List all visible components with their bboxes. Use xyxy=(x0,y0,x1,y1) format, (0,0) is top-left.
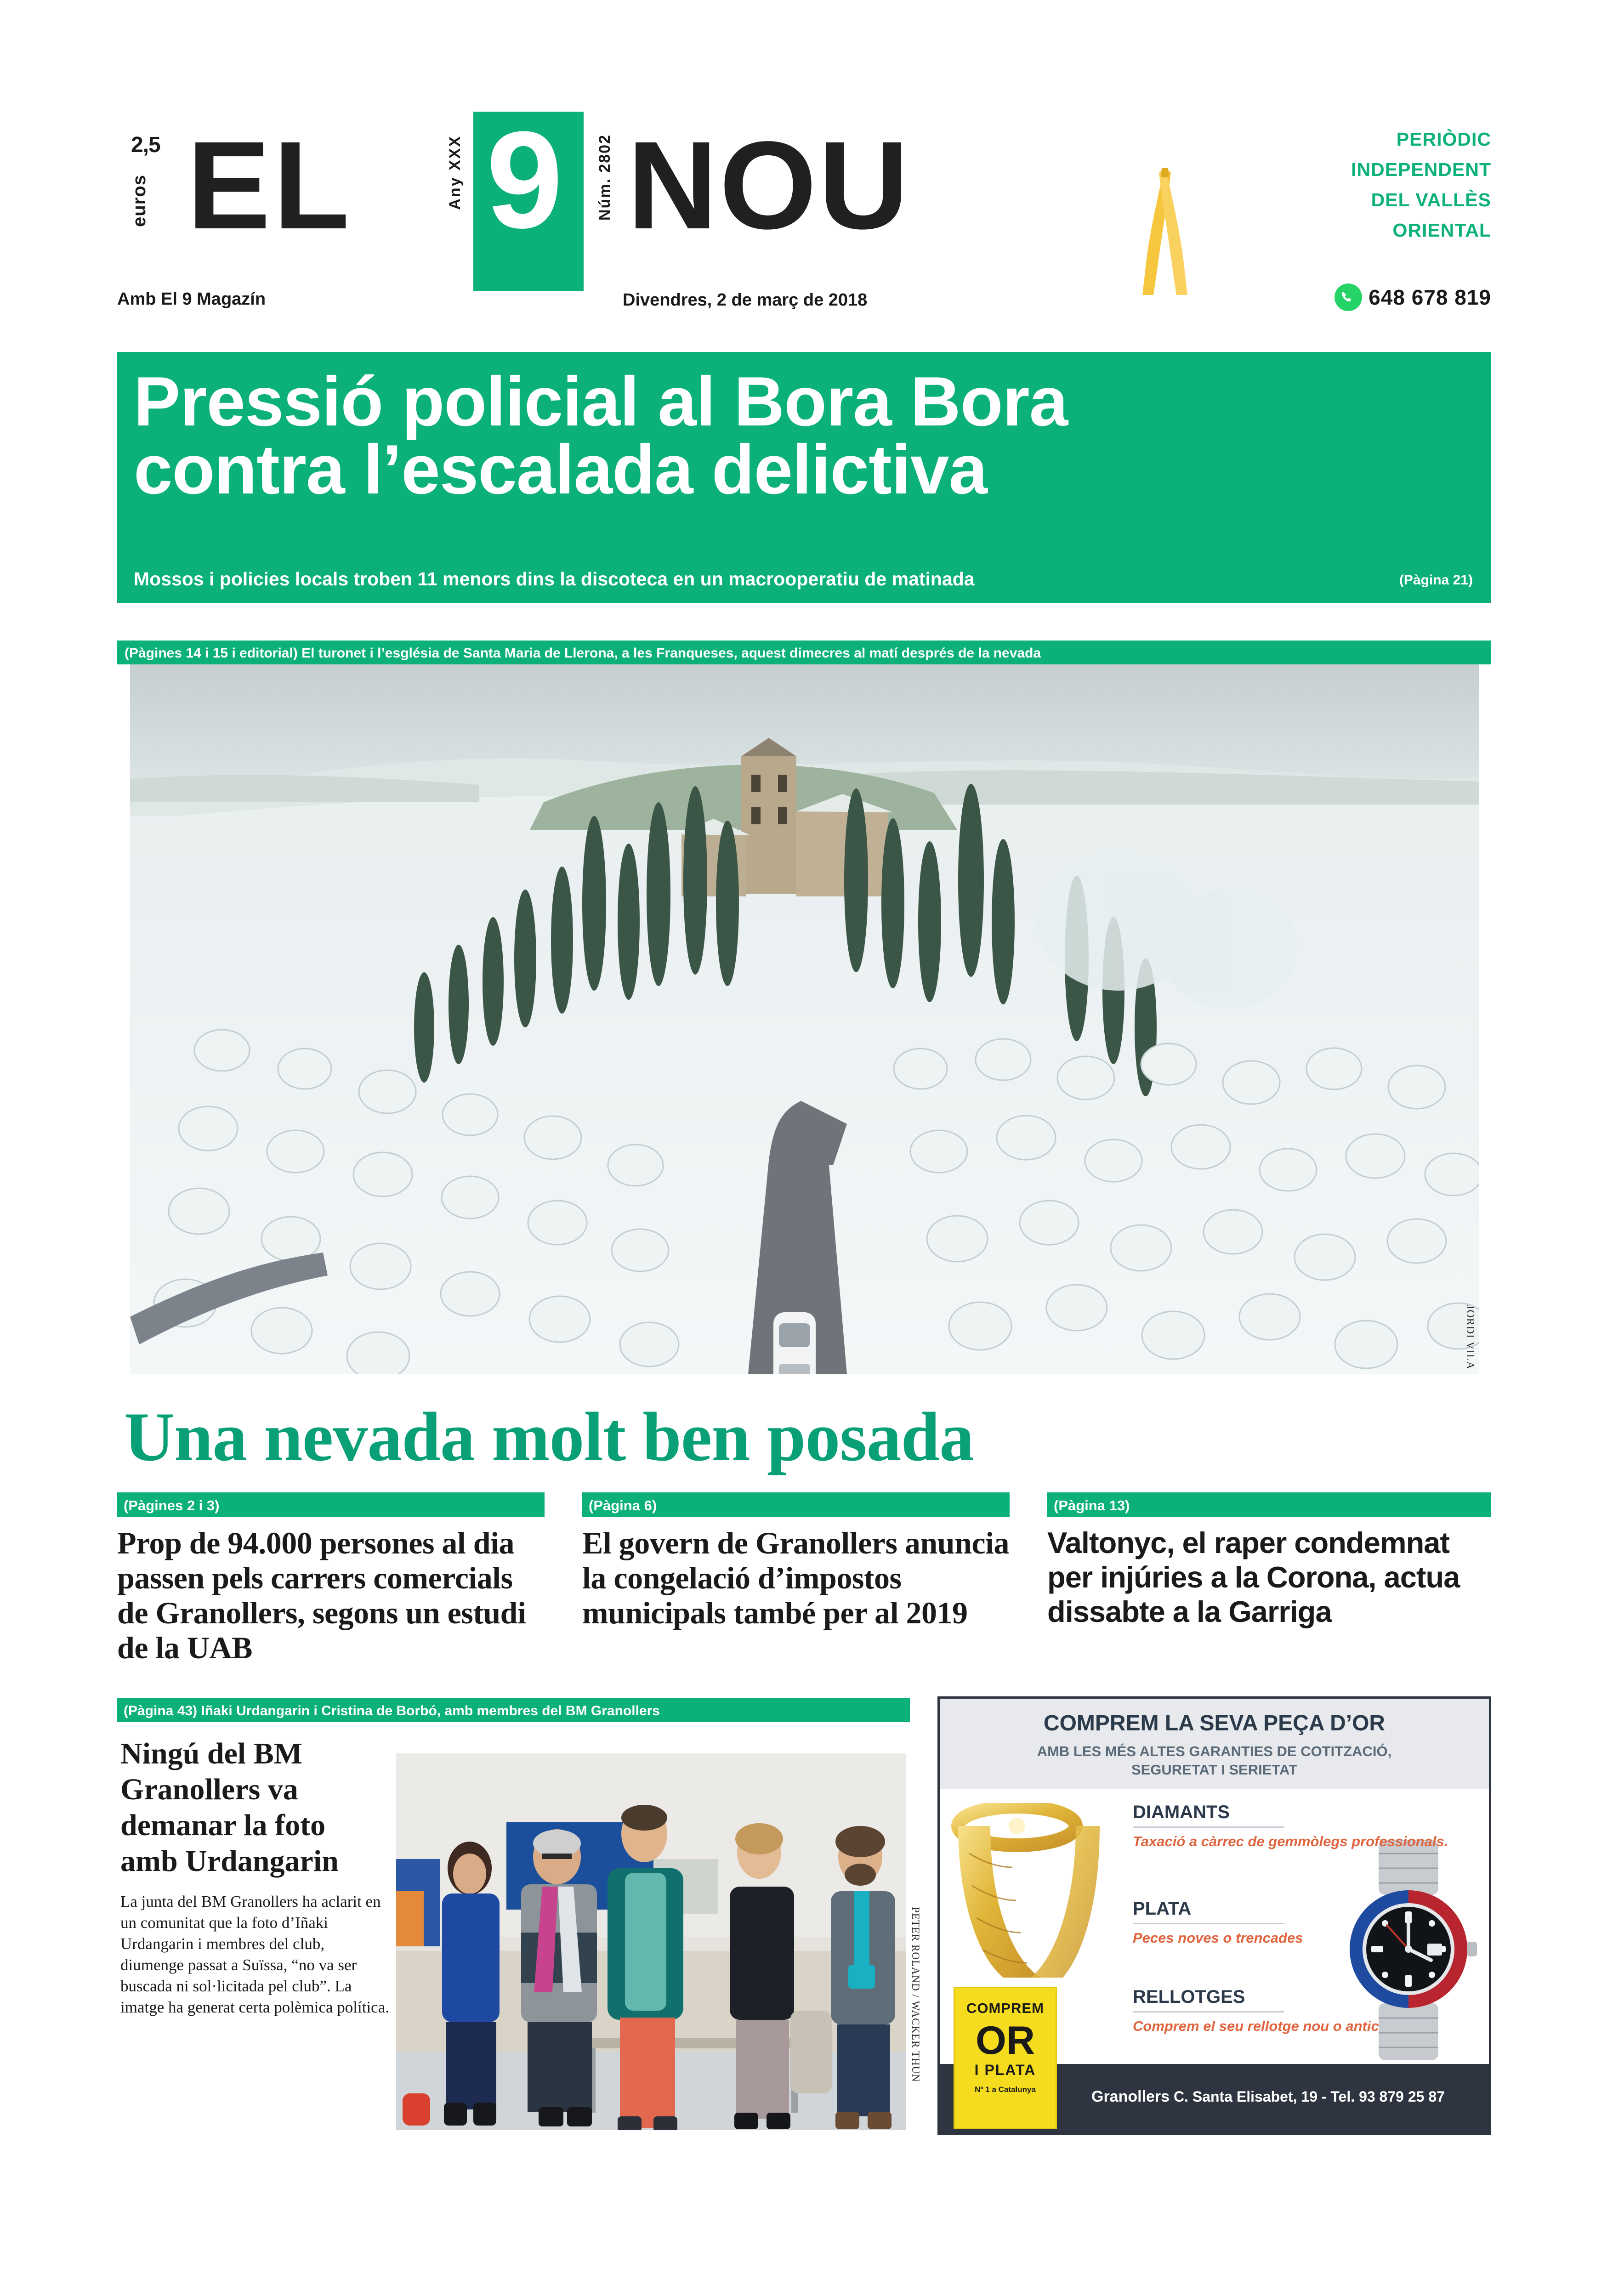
teaser-column-2[interactable] xyxy=(582,1492,1010,1630)
ad-header xyxy=(940,1699,1489,1789)
ad-item-heading-1: PLATA xyxy=(1133,1899,1284,1924)
bottom-photo-credit: PETER ROLAND / WACKER THUN xyxy=(910,1907,921,2082)
main-photo-caption: (Pàgines 14 i 15 i editorial) El turonet i l’església de Santa Maria de Llerona, a les Franqueses, aquest dimecres al matí després de la nevada xyxy=(117,641,1491,664)
logo-word-nou: NOU xyxy=(627,115,911,255)
issue-year-label: Any XXX xyxy=(446,135,464,210)
price-value: 2,5 xyxy=(131,133,160,157)
teaser-column-1[interactable] xyxy=(117,1492,545,1665)
tagline-line-4: ORIENTAL xyxy=(1392,220,1491,241)
tagline-block xyxy=(1351,124,1491,245)
ad-logo-line-1: COMPREM xyxy=(966,2000,1044,2016)
teaser-tag-1: (Pàgines 2 i 3) xyxy=(117,1492,545,1517)
ad-item-text-0: Taxació a càrrec de gemmòlegs professionals. xyxy=(1133,1833,1448,1849)
main-photo-credit: JORDI VILA xyxy=(1464,1305,1476,1370)
ad-footer-address: C. Santa Elisabet, 19 - Tel. 93 879 25 87 xyxy=(1170,2088,1445,2105)
teaser-headline-2: El govern de Granollers anuncia la congelació d’impostos municipals també per al 2019 xyxy=(582,1525,1009,1630)
ad-footer-contact xyxy=(1091,2088,1445,2106)
yellow-ribbon-icon xyxy=(1135,165,1195,299)
ad-item-rellotges xyxy=(1133,1987,1379,2035)
ad-subtitle xyxy=(940,1742,1489,1779)
ad-item-heading-2: RELLOTGES xyxy=(1133,1987,1284,2013)
whatsapp-icon xyxy=(1334,283,1363,312)
ad-subtitle-line-1: AMB LES MÉS ALTES GARANTIES DE COTITZACIÓ, xyxy=(1037,1743,1392,1759)
ad-title: COMPREM LA SEVA PEÇA D’OR xyxy=(1043,1711,1386,1735)
bottom-story-photo xyxy=(396,1753,906,2130)
ad-brand-logo xyxy=(954,1987,1057,2129)
teaser-headline-3: Valtonyc, el raper condemnat per injúries a la Corona, actua dissabte a la Garriga xyxy=(1047,1526,1460,1628)
feature-headline[interactable]: Una nevada molt ben posada xyxy=(124,1398,974,1475)
bottom-story-headline: Ningú del BM Granollers va demanar la foto amb Urdangarin xyxy=(120,1737,339,1878)
lead-headline-line-1: Pressió policial al Bora Bora xyxy=(134,363,1068,441)
teaser-tag-3: (Pàgina 13) xyxy=(1047,1492,1491,1517)
gold-bracelet-image xyxy=(948,1803,1113,1987)
tagline-line-2: INDEPENDENT xyxy=(1351,159,1491,180)
ad-item-plata xyxy=(1133,1899,1303,1947)
logo-nine-digit: 9 xyxy=(486,102,563,257)
bottom-story-body: La junta del BM Granollers ha aclarit en un comunitat que la foto d’Iñaki Urdangarin i membres del club, diumenge passat a Suïssa, “no va ser buscada ni sol·licitada pel club”. La imatge ha generat certa polèmica política. xyxy=(120,1893,389,2016)
ad-item-heading-0: DIAMANTS xyxy=(1133,1802,1284,1828)
ad-footer-city: Granollers xyxy=(1091,2088,1170,2105)
logo-nine-badge xyxy=(473,102,584,291)
lead-story-banner[interactable] xyxy=(117,352,1491,603)
ad-item-text-2: Comprem el seu rellotge nou o antic xyxy=(1133,2018,1379,2034)
issue-number-label: Núm. 2802 xyxy=(596,134,613,221)
advertisement[interactable] xyxy=(937,1696,1491,2135)
lead-page-reference: (Pàgina 21) xyxy=(1399,573,1473,588)
main-photo xyxy=(130,664,1479,1374)
teaser-column-3[interactable] xyxy=(1047,1492,1491,1629)
logo-word-el: EL xyxy=(187,115,352,255)
whatsapp-number: 648 678 819 xyxy=(1369,285,1491,309)
teaser-headline-1: Prop de 94.000 persones al dia passen pels carrers comercials de Granollers, segons un estudi de la UAB xyxy=(117,1525,526,1665)
masthead xyxy=(117,102,1491,326)
ad-item-diamants xyxy=(1133,1802,1448,1851)
lead-subheadline: Mossos i policies locals troben 11 menors dins la discoteca en un macrooperatiu de matinada xyxy=(134,568,975,590)
issue-date: Divendres, 2 de març de 2018 xyxy=(623,290,868,310)
ad-logo-line-2: OR xyxy=(976,2018,1035,2063)
bottom-story-text[interactable] xyxy=(120,1736,389,2018)
price-currency-label: euros xyxy=(129,175,149,227)
tagline-line-3: DEL VALLÈS xyxy=(1371,189,1491,210)
ad-item-text-1: Peces noves o trencades xyxy=(1133,1930,1303,1946)
supplement-label: Amb El 9 Magazín xyxy=(117,289,266,309)
lead-headline-line-2: contra l’escalada delictiva xyxy=(134,431,988,509)
ad-logo-line-3: I PLATA xyxy=(974,2062,1036,2078)
ad-subtitle-line-2: SEGURETAT I SERIETAT xyxy=(1131,1762,1298,1778)
bottom-photo-caption: (Pàgina 43) Iñaki Urdangarin i Cristina de Borbó, amb membres del BM Granollers xyxy=(117,1698,910,1722)
ad-logo-line-4: Nº 1 a Catalunya xyxy=(975,2085,1036,2094)
price-block xyxy=(117,119,182,271)
tagline-line-1: PERIÒDIC xyxy=(1396,129,1491,150)
teaser-tag-2: (Pàgina 6) xyxy=(582,1492,1010,1517)
whatsapp-contact[interactable] xyxy=(1334,283,1491,312)
